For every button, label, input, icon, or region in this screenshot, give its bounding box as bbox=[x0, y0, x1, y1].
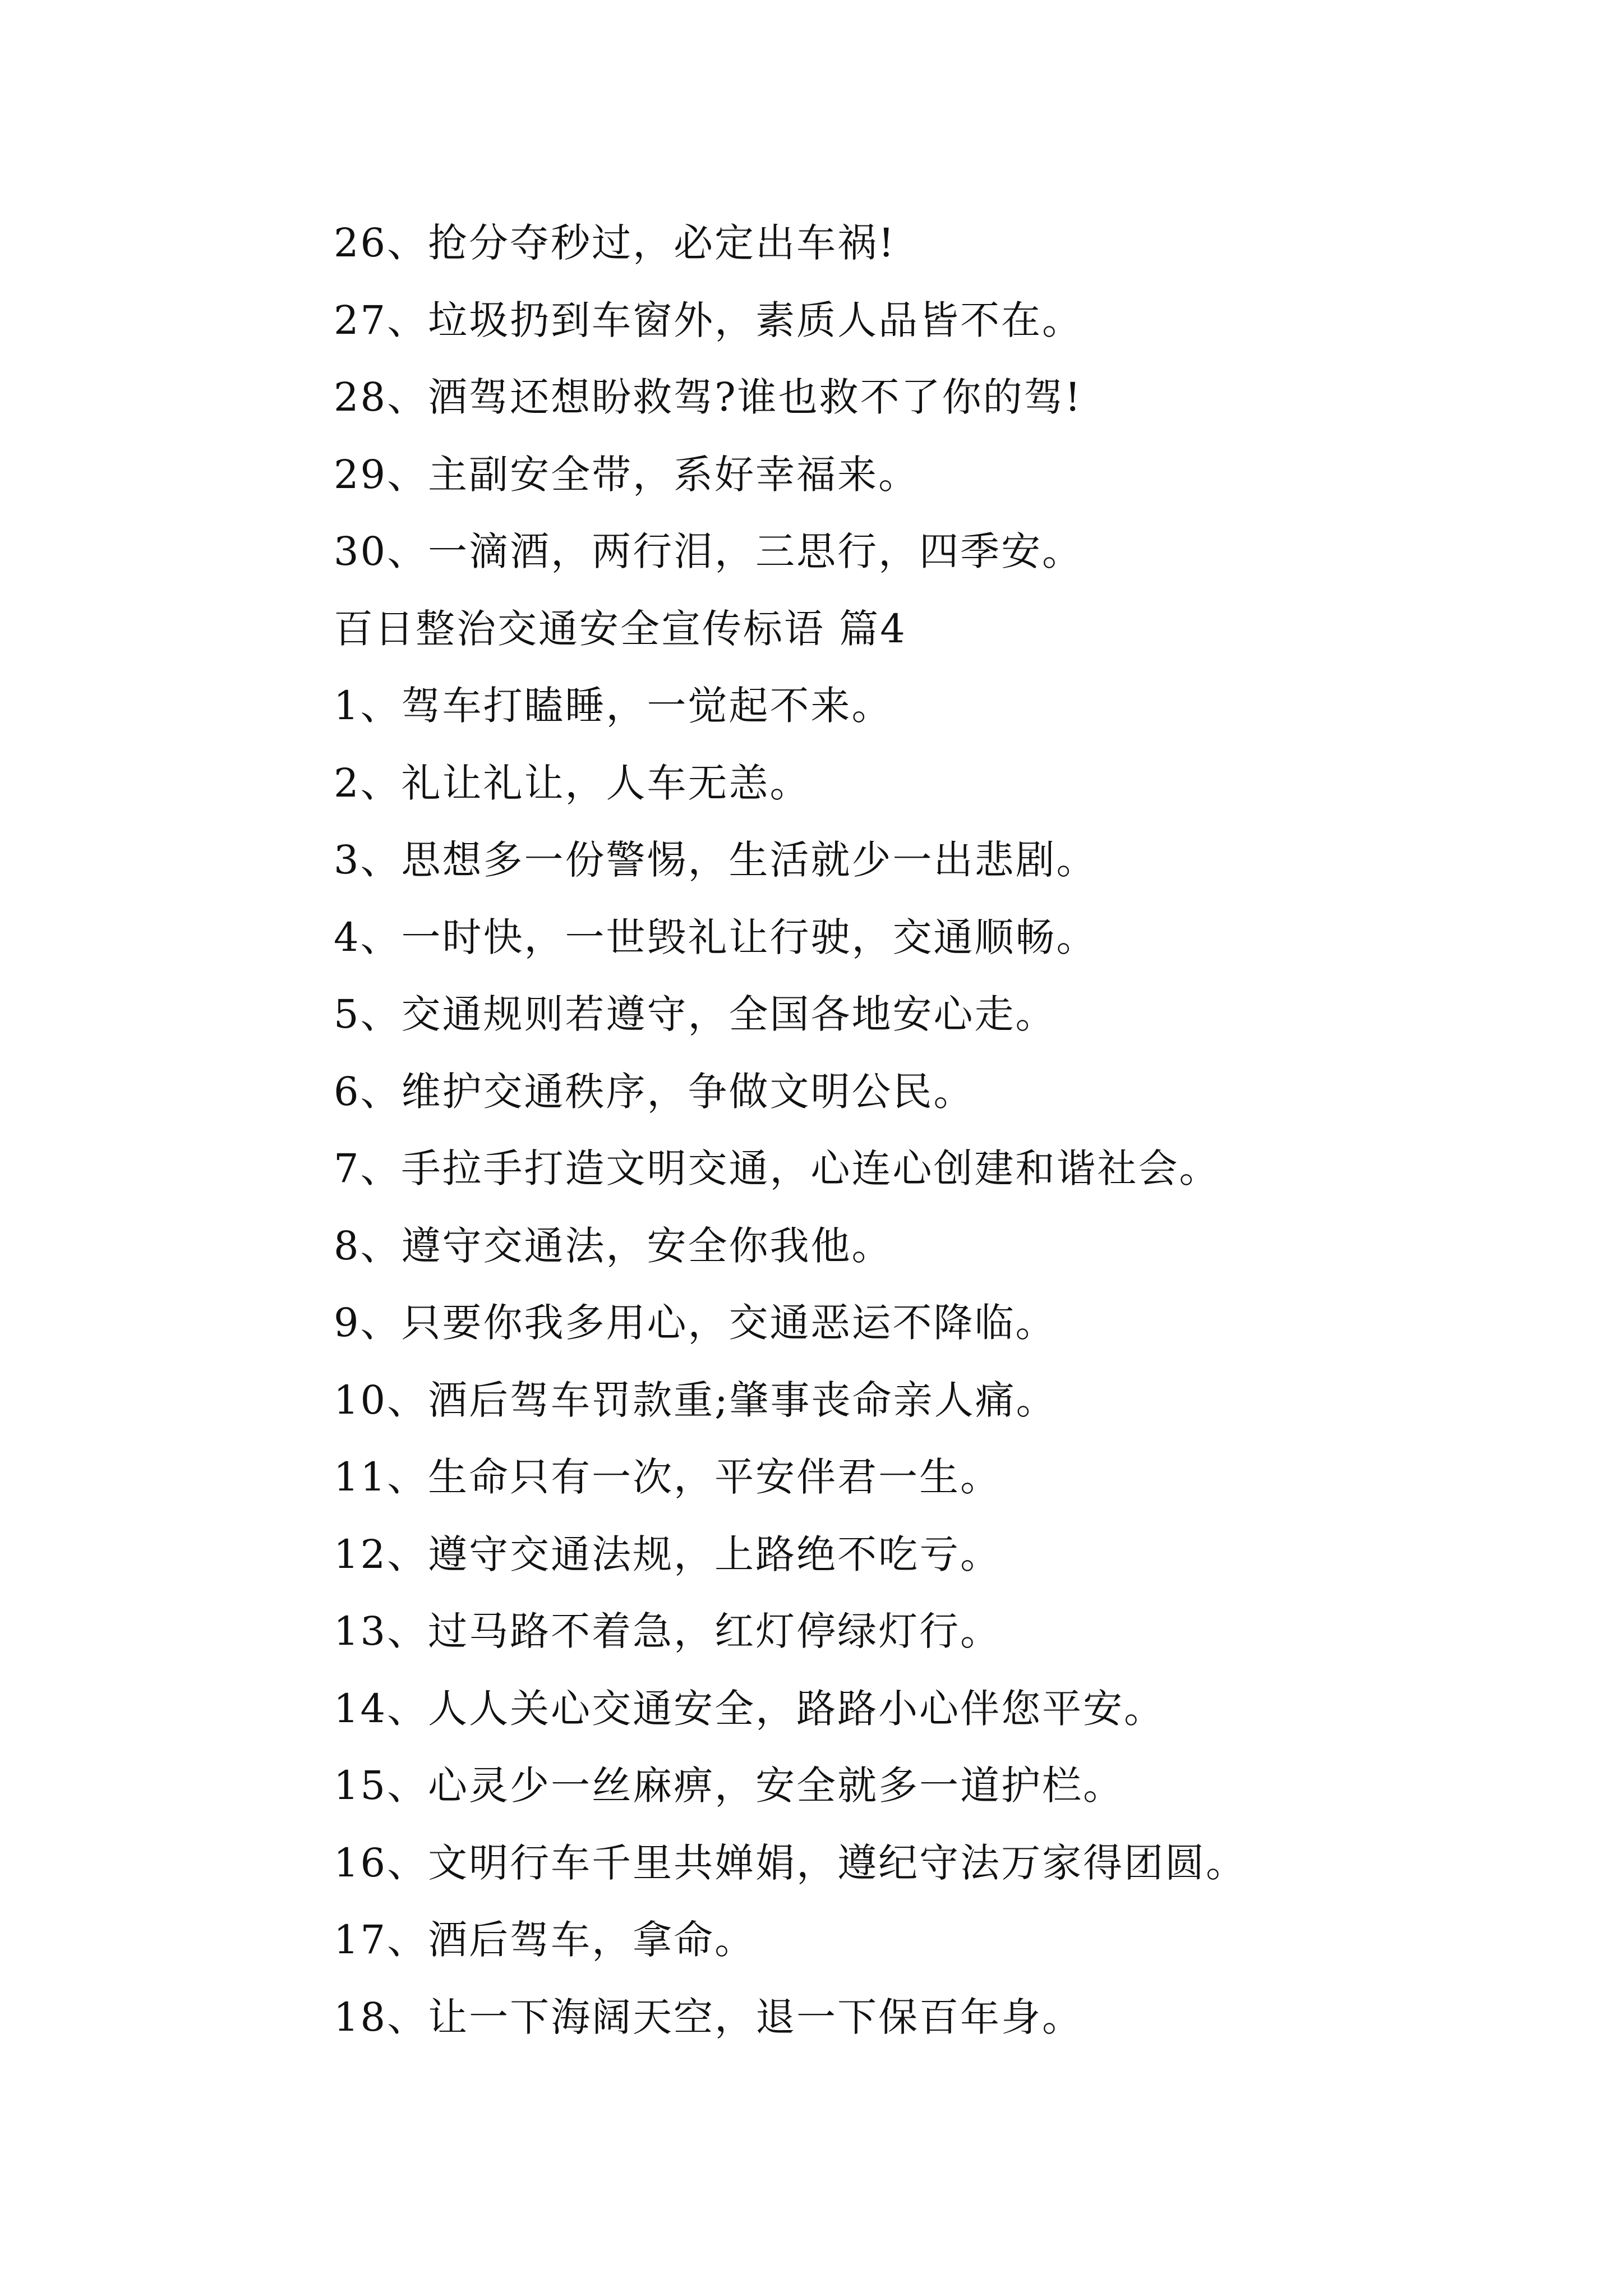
slogan-line: 30、一滴酒，两行泪，三思行，四季安。 bbox=[334, 528, 1083, 574]
slogan-line: 4、一时快，一世毁礼让行驶，交通顺畅。 bbox=[334, 914, 1098, 960]
slogan-line: 8、遵守交通法，安全你我他。 bbox=[334, 1222, 893, 1269]
slogan-line: 13、过马路不着急，红灯停绿灯行。 bbox=[334, 1608, 1002, 1654]
slogan-line: 2、礼让礼让，人车无恙。 bbox=[334, 760, 811, 806]
slogan-line: 11、生命只有一次，平安伴君一生。 bbox=[334, 1454, 1002, 1500]
slogan-line: 9、只要你我多用心，交通恶运不降临。 bbox=[334, 1300, 1057, 1346]
slogan-line: 27、垃圾扔到车窗外，素质人品皆不在。 bbox=[334, 297, 1083, 343]
slogan-line: 7、手拉手打造文明交通，心连心创建和谐社会。 bbox=[334, 1145, 1220, 1191]
slogan-line: 5、交通规则若遵守，全国各地安心走。 bbox=[334, 991, 1057, 1037]
slogan-line: 14、人人关心交通安全，路路小心伴您平安。 bbox=[334, 1685, 1165, 1732]
slogan-line: 26、抢分夺秒过，必定出车祸! bbox=[334, 220, 896, 266]
document-body bbox=[334, 205, 1567, 2056]
slogan-line: 3、思想多一份警惕，生活就少一出悲剧。 bbox=[334, 837, 1098, 883]
slogan-line: 16、文明行车千里共婵娟，遵纪守法万家得团圆。 bbox=[334, 1839, 1247, 1886]
slogan-line: 1、驾车打瞌睡，一觉起不来。 bbox=[334, 683, 893, 729]
slogan-line: 18、让一下海阔天空，退一下保百年身。 bbox=[334, 1994, 1083, 2040]
slogan-line: 15、心灵少一丝麻痹，安全就多一道护栏。 bbox=[334, 1763, 1124, 1809]
slogan-line: 12、遵守交通法规，上路绝不吃亏。 bbox=[334, 1531, 1002, 1577]
section-heading: 百日整治交通安全宣传标语 篇4 bbox=[334, 605, 907, 652]
slogan-line: 10、酒后驾车罚款重;肇事丧命亲人痛。 bbox=[334, 1377, 1057, 1423]
slogan-line: 6、维护交通秩序，争做文明公民。 bbox=[334, 1068, 975, 1115]
slogan-line: 29、主副安全带，系好幸福来。 bbox=[334, 451, 920, 498]
slogan-line: 17、酒后驾车，拿命。 bbox=[334, 1917, 756, 1963]
slogan-line: 28、酒驾还想盼救驾?谁也救不了你的驾! bbox=[334, 374, 1082, 420]
